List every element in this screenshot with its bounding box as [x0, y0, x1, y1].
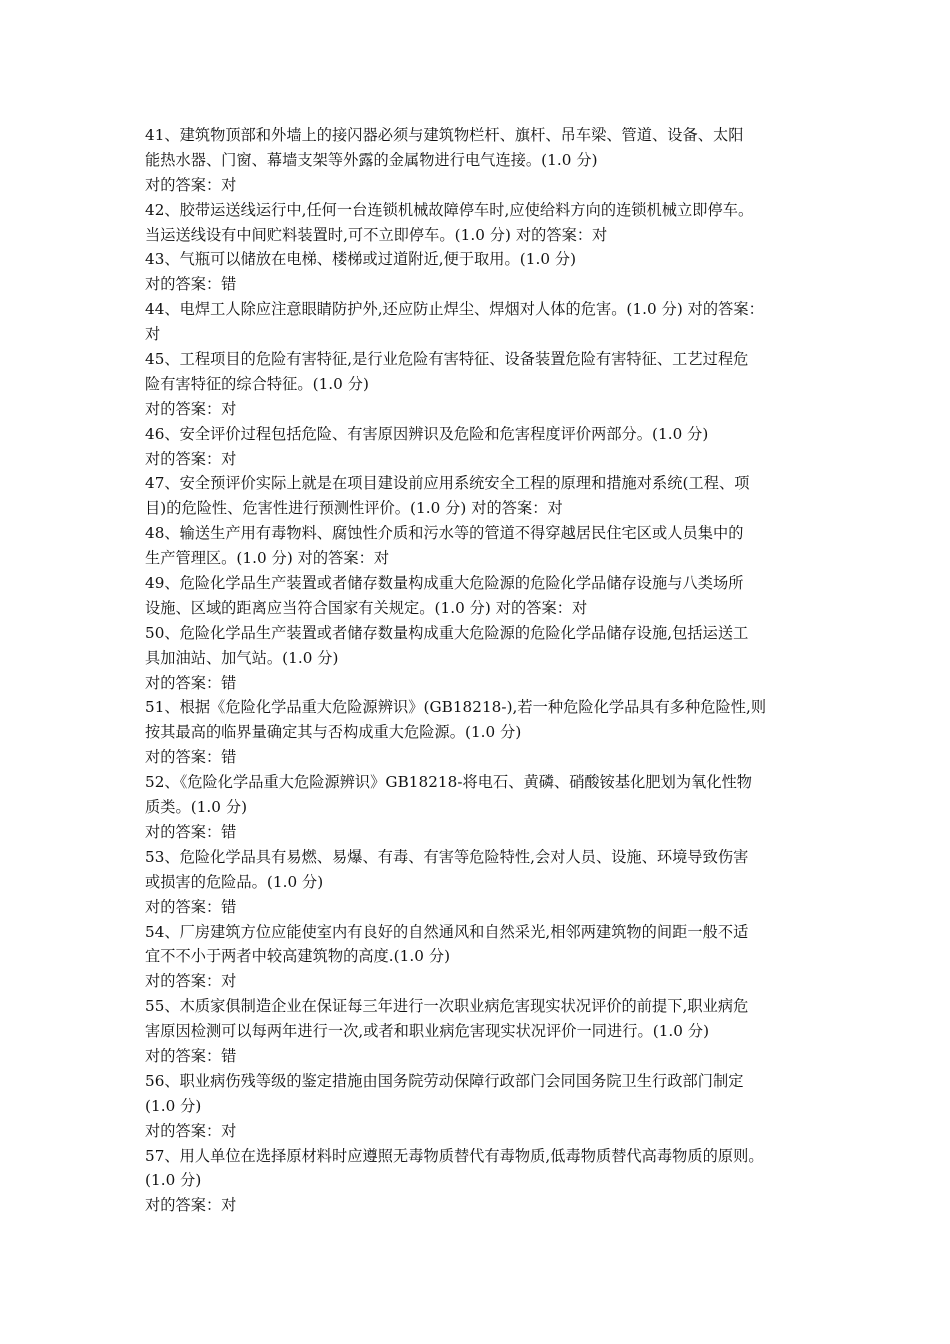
text-line: (1.0 分)	[145, 1171, 202, 1190]
text-line: 具加油站、加气站。(1.0 分)	[145, 648, 339, 667]
text-line: 49、危险化学品生产装置或者储存数量构成重大危险源的危险化学品储存设施与八类场所	[145, 574, 744, 593]
text-line: 生产管理区。(1.0 分) 对的答案：对	[145, 549, 390, 568]
text-line: 41、建筑物顶部和外墙上的接闪器必须与建筑物栏杆、旗杆、吊车梁、管道、设备、太阳	[145, 126, 744, 144]
text-line: 害原因检测可以每两年进行一次,或者和职业病危害现实状况评价一同进行。(1.0 分)	[145, 1022, 710, 1041]
text-line: 57、用人单位在选择原材料时应遵照无毒物质替代有毒物质,低毒物质替代高毒物质的原则。	[145, 1146, 764, 1165]
answer-line: 对的答案：错	[145, 897, 237, 916]
answer-line: 对的答案：对	[145, 399, 237, 418]
answer-line: 对的答案：错	[145, 673, 237, 692]
text-line: 当运送线设有中间贮料装置时,可不立即停车。(1.0 分) 对的答案：对	[145, 225, 608, 244]
text-line: 55、木质家俱制造企业在保证每三年进行一次职业病危害现实状况评价的前提下,职业病危	[145, 997, 749, 1016]
text-line: 54、厂房建筑方位应能使室内有良好的自然通风和自然采光,相邻两建筑物的间距一般不适	[145, 922, 749, 941]
text-line: 43、气瓶可以储放在电梯、楼梯或过道附近,便于取用。(1.0 分)	[145, 250, 577, 269]
text-line: 50、危险化学品生产装置或者储存数量构成重大危险源的危险化学品储存设施,包括运送工	[145, 623, 749, 642]
text-line: 52、《危险化学品重大危险源辨识》GB18218-将电石、黄磷、硝酸铵基化肥划为氧化性物	[145, 773, 753, 792]
answer-line: 对的答案：错	[145, 275, 237, 294]
answer-line: 对的答案：对	[145, 175, 237, 194]
text-line: 或损害的危险品。(1.0 分)	[145, 872, 324, 891]
text-line: 56、职业病伤残等级的鉴定措施由国务院劳动保障行政部门会同国务院卫生行政部门制定	[145, 1071, 744, 1090]
text-line: 53、危险化学品具有易燃、易爆、有毒、有害等危险特性,会对人员、设施、环境导致伤害	[145, 847, 749, 866]
text-line: 能热水器、门窗、幕墙支架等外露的金属物进行电气连接。(1.0 分)	[145, 150, 598, 169]
text-line: 46、安全评价过程包括危险、有害原因辨识及危险和危害程度评价两部分。(1.0 分)	[145, 424, 709, 443]
answer-line: 对的答案：对	[145, 449, 237, 468]
text-line: 按其最高的临界量确定其与否构成重大危险源。(1.0 分)	[145, 723, 522, 742]
text-line: 51、根据《危险化学品重大危险源辨识》(GB18218-),若一种危险化学品具有多种危险性,则	[145, 698, 767, 717]
document-body	[145, 123, 825, 1218]
text-line: (1.0 分)	[145, 1096, 202, 1115]
text-line: 48、输送生产用有毒物料、腐蚀性介质和污水等的管道不得穿越居民住宅区或人员集中的	[145, 524, 744, 543]
answer-line: 对的答案：对	[145, 1196, 237, 1215]
text-line: 宜不不小于两者中较高建筑物的高度.(1.0 分)	[145, 947, 451, 966]
text-line: 质类。(1.0 分)	[145, 798, 248, 817]
text-line: 42、胶带运送线运行中,任何一台连锁机械故障停车时,应使给料方向的连锁机械立即停车。	[145, 200, 754, 219]
answer-line: 对的答案：错	[145, 748, 237, 767]
answer-line: 对的答案：错	[145, 1046, 237, 1065]
text-line: 45、工程项目的危险有害特征,是行业危险有害特征、设备装置危险有害特征、工艺过程危	[145, 350, 749, 369]
text-line: 47、安全预评价实际上就是在项目建设前应用系统安全工程的原理和措施对系统(工程、项	[145, 474, 750, 493]
answer-line: 对的答案：对	[145, 972, 237, 991]
answer-line: 对	[145, 325, 161, 344]
answer-line: 对的答案：对	[145, 1121, 237, 1140]
text-line: 目)的危险性、危害性进行预测性评价。(1.0 分) 对的答案：对	[145, 499, 563, 518]
text-line: 险有害特征的综合特征。(1.0 分)	[145, 374, 369, 393]
text-line: 44、电焊工人除应注意眼睛防护外,还应防止焊尘、焊烟对人体的危害。(1.0 分) 对的答案：	[145, 300, 764, 319]
answer-line: 对的答案：错	[145, 822, 237, 841]
text-line: 设施、区域的距离应当符合国家有关规定。(1.0 分) 对的答案：对	[145, 598, 588, 617]
